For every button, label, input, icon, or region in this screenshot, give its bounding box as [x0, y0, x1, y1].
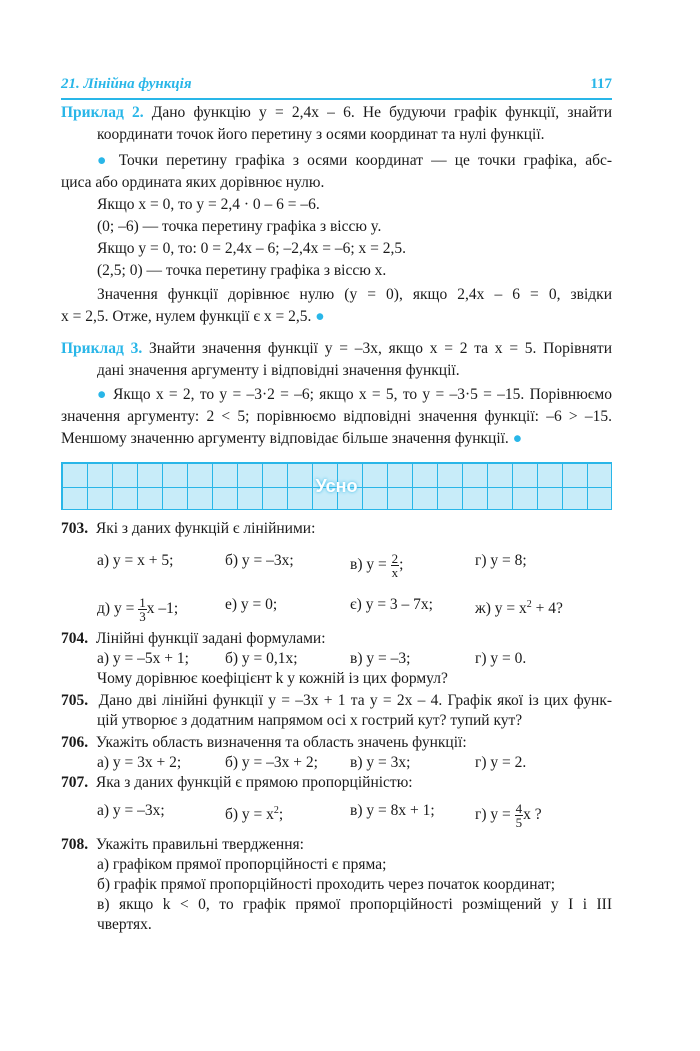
oral-banner [61, 462, 612, 510]
example2-line4: циса або ордината яких дорівнює нулю. [61, 174, 325, 191]
task-704-g: г) y = 0. [475, 650, 527, 667]
example2-label: Приклад 2. [61, 104, 144, 121]
page-number: 117 [590, 76, 612, 92]
task-704-a: а) y = –5x + 1; [97, 650, 189, 667]
example2-line1: Приклад 2. Дано функцію y = 2,4x – 6. Не будуючи графік функції, знайти [61, 104, 612, 121]
example2-line7: Якщо y = 0, то: 0 = 2,4x – 6; –2,4x = –6; x = 2,5. [97, 240, 407, 257]
task-703-zh: ж) $y = x^2 + 4$? [475, 599, 563, 618]
fraction: $\frac{4}{5}$ [515, 801, 523, 830]
example3-line4: значення аргументу: 2 < 5; порівнюємо відповідні значення функції: –6 > –15. [61, 408, 612, 425]
task-706-g: г) y = 2. [475, 754, 527, 771]
task-704-question: Чому дорівнює коефіцієнт k у кожній із цих формул? [97, 670, 448, 687]
example2-line3: ● Точки перетину графіка з осями координат — це точки графіка, абс- [97, 152, 612, 169]
fraction: $\frac{1}{3}$ [139, 595, 146, 624]
task-708-v-line2: чвертях. [97, 916, 152, 933]
task-708-a: а) графіком прямої пропорційності є пряма; [97, 856, 387, 873]
task-703-e: е) y = 0; [225, 596, 278, 613]
task-706: 706. Укажіть область визначення та область значень функції: [61, 734, 467, 751]
task-708-b: б) графік прямої пропорційності проходить через початок координат; [97, 876, 556, 893]
bullet-icon: ● [512, 430, 523, 447]
example2-line10: x = 2,5. Отже, нулем функції є x = 2,5. ● [61, 308, 325, 325]
example3-label: Приклад 3. [61, 340, 143, 357]
page-header [61, 74, 612, 100]
task-703-v: в) y = $\frac{2}{x}$ ; [350, 551, 404, 580]
bullet-icon: ● [315, 308, 325, 325]
task-705-line2: цій утворює з додатним напрямом осі x гострий кут? тупий кут? [97, 712, 523, 729]
example2-line5: Якщо x = 0, то y = 2,4 · 0 – 6 = –6. [97, 196, 320, 213]
example3-line1: Приклад 3. Знайти значення функції y = –3x, якщо x = 2 та x = 5. Порівняти [61, 340, 612, 357]
task-708: 708. Укажіть правильні твердження: [61, 836, 304, 853]
example2-line8: (2,5; 0) — точка перетину графіка з віссю x. [97, 262, 387, 279]
task-705: 705. Дано дві лінійні функції y = –3x + 1 та y = 2x – 4. Графік якої із цих функ- [61, 692, 613, 709]
task-703-ye: є) y = 3 – 7x; [350, 596, 433, 613]
bullet-icon: ● [97, 152, 111, 169]
task-707: 707. Яка з даних функцій є прямою пропорційністю: [61, 774, 413, 791]
task-703: 703. Які з даних функцій є лінійними: [61, 520, 316, 537]
example3-line3: ● Якщо x = 2, то y = –3·2 = –6; якщо x = 5, то y = –3·5 = –15. Порівнюємо [97, 386, 612, 403]
section-title: 21. Лінійна функція [61, 76, 192, 92]
task-707-b: б) $y = x^2$; [225, 805, 284, 824]
example2-line6: (0; –6) — точка перетину графіка з віссю y. [97, 218, 382, 235]
task-704: 704. Лінійні функції задані формулами: [61, 630, 326, 647]
task-703-g: г) y = 8; [475, 552, 527, 569]
fraction: $\frac{2}{x}$ [391, 551, 399, 580]
task-708-v: в) якщо k < 0, то графік прямої пропорційності розміщений у I і III [97, 896, 612, 913]
task-703-a: а) y = x + 5; [97, 552, 174, 569]
oral-banner-title: Усно [315, 475, 358, 496]
task-704-v: в) y = –3; [350, 650, 411, 667]
task-707-a: а) y = –3x; [97, 802, 165, 819]
example3-line2: дані значення аргументу і відповідні значення функції. [97, 362, 460, 379]
task-704-b: б) y = 0,1x; [225, 650, 298, 667]
task-706-b: б) y = –3x + 2; [225, 754, 318, 771]
task-703-b: б) y = –3x; [225, 552, 294, 569]
task-707-v: в) y = 8x + 1; [350, 802, 435, 819]
task-707-g: г) y = $\frac{4}{5}$ x ? [475, 801, 542, 830]
example3-line5: Меншому значенню аргументу відповідає більше значення функції. ● [61, 430, 523, 447]
task-706-v: в) y = 3x; [350, 754, 411, 771]
task-706-a: а) y = 3x + 2; [97, 754, 182, 771]
example2-line2: координати точок його перетину з осями координат та нулі функції. [97, 126, 545, 143]
task-703-d: д) y = $\frac{1}{3}$ x –1; [97, 595, 179, 624]
example2-line9: Значення функції дорівнює нулю (y = 0), якщо 2,4x – 6 = 0, звідки [97, 286, 612, 303]
bullet-icon: ● [97, 386, 108, 403]
